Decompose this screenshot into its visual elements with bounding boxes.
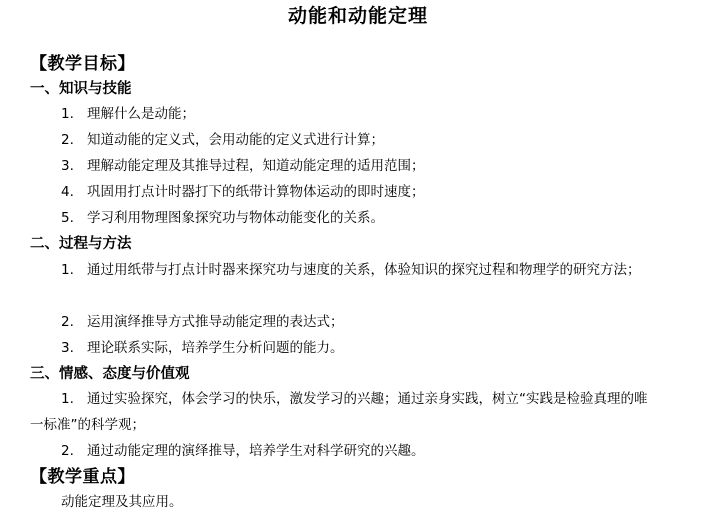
process-item	[30, 257, 650, 283]
knowledge-item	[61, 182, 425, 202]
item-number: 4.	[61, 184, 74, 200]
process-item	[61, 312, 344, 332]
emotion-heading: 三、情感、态度与价值观	[30, 366, 190, 382]
item-number: 1.	[61, 106, 74, 122]
item-text: 通过动能定理的演绎推导，培养学生对科学研究的兴趣。	[87, 443, 425, 459]
item-text: 学习利用物理图象探究功与物体动能变化的关系。	[87, 210, 384, 226]
item-text: 理解什么是动能；	[87, 106, 195, 122]
process-item	[61, 338, 344, 358]
process-heading: 二、过程与方法	[30, 236, 132, 252]
objectives-heading: 【教学目标】	[30, 54, 135, 74]
emotion-item	[61, 441, 425, 461]
item-number: 3.	[61, 158, 74, 174]
knowledge-item	[61, 156, 425, 176]
item-text: 通过用纸带与打点计时器来探究功与速度的关系，体验知识的探究过程和物理学的研究方法；	[87, 262, 641, 278]
key-points-heading: 【教学重点】	[30, 467, 135, 487]
item-text: 理论联系实际，培养学生分析问题的能力。	[87, 340, 344, 356]
emotion-item	[30, 386, 650, 438]
item-number: 2.	[61, 132, 74, 148]
item-number: 3.	[61, 340, 74, 356]
item-number: 5.	[61, 210, 74, 226]
item-text: 通过实验探究，体会学习的快乐，激发学习的兴趣；通过亲身实践，树立“实践是检验真理的唯一标准”的科学观；	[30, 391, 648, 433]
item-number: 1.	[61, 391, 74, 407]
document-title: 动能和动能定理	[287, 5, 428, 27]
knowledge-item	[61, 130, 384, 150]
item-number: 1.	[61, 262, 74, 278]
item-number: 2.	[61, 443, 74, 459]
item-text: 理解动能定理及其推导过程，知道动能定理的适用范围；	[87, 158, 425, 174]
knowledge-item	[61, 104, 195, 124]
item-text: 运用演绎推导方式推导动能定理的表达式；	[87, 314, 344, 330]
item-number: 2.	[61, 314, 74, 330]
item-text: 知道动能的定义式，会用动能的定义式进行计算；	[87, 132, 384, 148]
knowledge-heading: 一、知识与技能	[30, 81, 132, 97]
item-text: 巩固用打点计时器打下的纸带计算物体运动的即时速度；	[87, 184, 425, 200]
knowledge-item	[61, 208, 384, 228]
key-points-text: 动能定理及其应用。	[61, 494, 183, 510]
